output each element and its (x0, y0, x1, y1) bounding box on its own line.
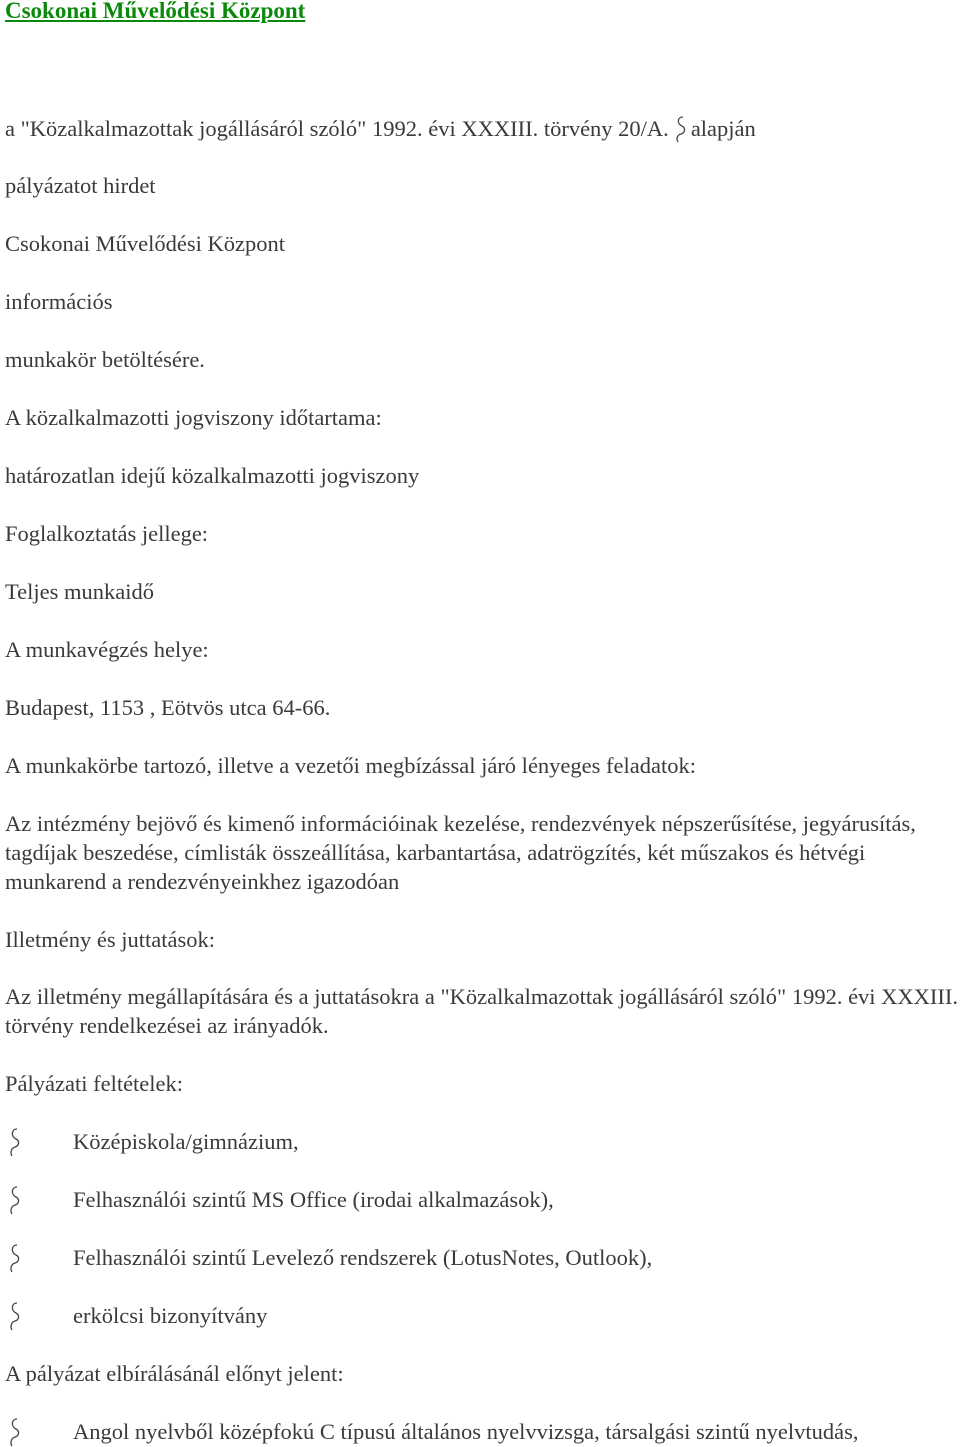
duration-value: határozatlan idejű közalkalmazotti jogviszony (5, 463, 420, 488)
workplace-address: Budapest, 1153 , Eötvös utca 64-66. (5, 695, 331, 720)
condition-text: Felhasználói szintű Levelező rendszerek (LotusNotes, Outlook), (73, 1245, 653, 1270)
document-title-link[interactable]: Csokonai Művelődési Központ (5, 0, 306, 23)
institution-name: Csokonai Művelődési Központ (5, 231, 285, 256)
section-sign-bullet-icon (7, 1185, 21, 1215)
intro-text-after: alapján (690, 116, 756, 141)
position-fill-line: munkakör betöltésére. (5, 347, 205, 372)
intro-text-before: a "Közalkalmazottak jogállásáról szóló" 1992. évi XXXIII. törvény 20/A. (5, 116, 669, 141)
workplace-heading: A munkavégzés helye: (5, 637, 209, 662)
position-name: információs (5, 289, 113, 314)
section-sign-bullet-icon (7, 1243, 21, 1273)
section-sign-bullet-icon (7, 1417, 21, 1447)
advantage-heading: A pályázat elbírálásánál előnyt jelent: (5, 1361, 344, 1386)
condition-text: Középiskola/gimnázium, (73, 1129, 299, 1154)
employment-type-value: Teljes munkaidő (5, 579, 155, 604)
duties-heading: A munkakörbe tartozó, illetve a vezetői megbízással járó lényeges feladatok: (5, 753, 696, 778)
salary-paragraph: Az illetmény megállapítására és a juttatásokra a "Közalkalmazottak jogállásáról szóló" 1992. évi XXXIII. törvény rendelkezései az irányadók. (5, 984, 959, 1038)
advantage-text: Angol nyelvből középfokú C típusú általános nyelvvizsga, társalgási szintű nyelvtudás, (73, 1419, 859, 1444)
announcement-line: pályázatot hirdet (5, 173, 156, 198)
duties-paragraph: Az intézmény bejövő és kimenő információinak kezelése, rendezvények népszerűsítése, jegyárusítás, tagdíjak beszedése, címlisták összeállítása, karbantartása, adatrögzítés, két műszakos és hétvégi munkarend a rendezvényeinkhez igazodóan (5, 811, 916, 894)
section-sign-bullet-icon (7, 1127, 21, 1157)
conditions-heading: Pályázati feltételek: (5, 1071, 184, 1096)
employment-type-heading: Foglalkoztatás jellege: (5, 521, 209, 546)
salary-heading: Illetmény és juttatások: (5, 927, 215, 952)
duration-heading: A közalkalmazotti jogviszony időtartama: (5, 405, 382, 430)
intro-line (5, 114, 756, 143)
section-sign-bullet-icon (7, 1301, 21, 1331)
section-sign-icon (673, 115, 687, 143)
condition-text: Felhasználói szintű MS Office (irodai alkalmazások), (73, 1187, 554, 1212)
condition-text: erkölcsi bizonyítvány (73, 1303, 268, 1328)
